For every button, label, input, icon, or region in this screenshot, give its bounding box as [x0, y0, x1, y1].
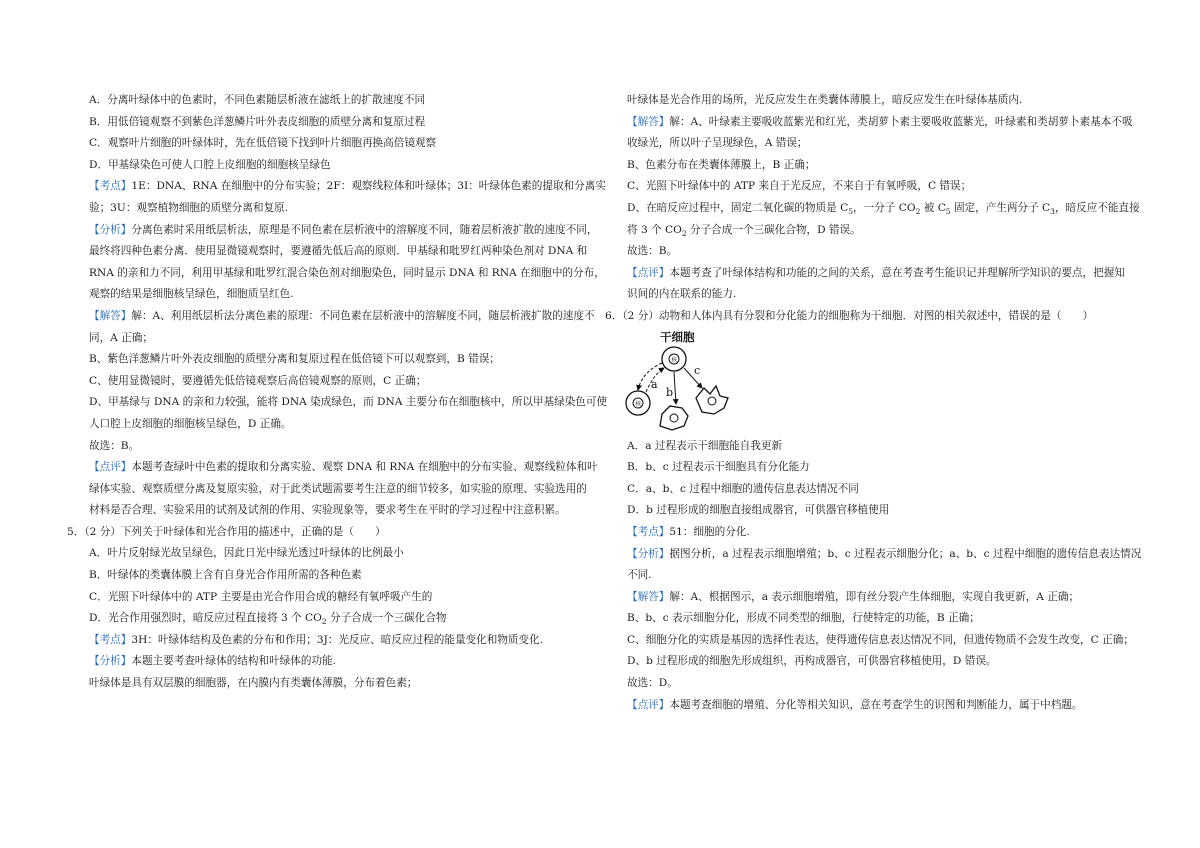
text-line [72, 392, 608, 414]
text-line [72, 155, 592, 177]
line-text: 验；3U：观察植物细胞的质壁分离和复原. [89, 201, 289, 214]
subscript: 5 [945, 207, 951, 217]
section-tag: 【考点】 [89, 180, 132, 193]
text-line [610, 500, 1130, 522]
section-tag: 【点评】 [89, 461, 132, 474]
text-line [610, 284, 1130, 306]
analysis-text: 51：细胞的分化. [669, 525, 750, 538]
analysis-line [72, 651, 592, 673]
section-tag: 【考点】 [627, 525, 670, 538]
analysis-text: 解：A、利用纸层析法分离色素的原理：不同色素在层析液中的溶解度不同，随层析液扩散的速度不 [131, 309, 595, 322]
label-c: c [694, 363, 701, 377]
line-text: D．甲基绿染色可使人口腔上皮细胞的细胞核呈绿色 [89, 158, 331, 171]
analysis-text: 分离色素时采用纸层析法，原理是不同色素在层析液中的溶解度不同，随着层析液扩散的速度不同， [131, 223, 598, 236]
line-text: 同，A 正确； [89, 331, 153, 344]
text-part: 分子合成一个三碳化合物，D 错误。 [686, 223, 861, 236]
label-a: a [651, 377, 658, 391]
line-text: 叶绿体是具有双层膜的细胞器，在内膜内有类囊体薄膜，分布着色素； [89, 677, 418, 690]
section-tag: 【解答】 [89, 309, 132, 322]
arrow-b [674, 372, 676, 404]
text-line [72, 414, 592, 436]
text-line [610, 479, 1130, 501]
text-line [610, 155, 1130, 177]
nucleus-label-2: 核 [635, 401, 642, 408]
analysis-text: 本题主要考查叶绿体的结构和叶绿体的功能. [131, 655, 337, 668]
section-tag: 【分析】 [89, 223, 132, 236]
text-part: 固定，产生两分子 C [950, 201, 1051, 214]
section-tag: 【解答】 [627, 115, 670, 128]
text-line [72, 673, 592, 695]
text-line [610, 565, 1130, 587]
line-text: D．b 过程形成的细胞直接组成器官，可供器官移植使用 [627, 504, 890, 517]
line-text: A．分离叶绿体中的色素时，不同色素随层析液在滤纸上的扩散速度不同 [89, 94, 426, 106]
analysis-line [72, 220, 598, 242]
text-line [72, 565, 592, 587]
text-part: 将 3 个 CO [627, 223, 682, 236]
subscript: 2 [681, 228, 687, 238]
text-line [72, 371, 592, 393]
line-text: B、b、c 表示细胞分化，形成不同类型的细胞，行使特定的功能，B 正确； [627, 612, 980, 625]
text-line [610, 457, 1130, 479]
text-line [72, 328, 592, 350]
line-text: A．a 过程表示干细胞能自我更新 [627, 439, 783, 452]
line-text: A．叶片反射绿光故呈绿色，因此日光中绿光透过叶绿体的比例最小 [89, 547, 404, 560]
section-tag: 【解答】 [627, 590, 670, 603]
text-line [72, 263, 605, 285]
analysis-line [72, 306, 595, 328]
nucleus-label: 核 [671, 357, 678, 364]
question-text: 6．（2 分）动物和人体内具有分裂和分化能力的细胞称为干细胞．对图的相关叙述中，错误的是（ ） [605, 309, 1094, 322]
text-part: D．光合作用强烈时，暗反应过程直接将 3 个 CO [89, 612, 322, 625]
text-line [610, 133, 1130, 155]
line-text: B．b、c 过程表示干细胞具有分化能力 [627, 461, 810, 474]
question-line [67, 522, 592, 544]
line-text: C、使用显微镜时，要遵循先低倍镜观察后高倍镜观察的原则，C 正确； [89, 374, 427, 387]
text-line [610, 608, 1130, 630]
text-line [72, 543, 592, 565]
text-line [72, 349, 592, 371]
text-part: 分子合成一个三碳化合物 [326, 612, 447, 625]
analysis-text: 据图分析，a 过程表示细胞增殖；b、c 过程表示细胞分化；a、b、c 过程中细胞的遗传信息表达情况 [669, 547, 1142, 560]
text-line [72, 198, 592, 220]
section-tag: 【分析】 [89, 655, 132, 668]
line-text: D、甲基绿与 DNA 的亲和力较强，能将 DNA 染成绿色，而 DNA 主要分布在细胞核中，所以甲基绿染色可使 [89, 396, 608, 409]
analysis-text: 本题考查绿叶中色素的提取和分离实验、观察 DNA 和 RNA 在细胞中的分布实验、观察线粒体和叶 [131, 461, 598, 474]
analysis-line [610, 587, 1130, 609]
question-text: 5．（2 分）下列关于叶绿体和光合作用的描述中，正确的是（ ） [67, 525, 386, 538]
analysis-text: 1E：DNA、RNA 在细胞中的分布实验；2F：观察线粒体和叶绿体；3I：叶绿体色素的提取和分离实 [131, 180, 606, 193]
text-part: 被 C [920, 201, 946, 214]
analysis-line [72, 630, 592, 652]
line-text: 绿体实验、观察质壁分离及复原实验，对于此类试题需要考生注意的细节较多，如实验的原理、实验选用的 [89, 482, 587, 495]
stem-cell-figure [610, 328, 1130, 436]
line-text: 收绿光，所以叶子呈现绿色，A 错误； [627, 137, 808, 150]
cell-b-nucleus [670, 414, 678, 422]
right-column [605, 90, 1142, 716]
line-text: 观察的结果是细胞核呈绿色，细胞质呈红色. [89, 288, 294, 301]
line-text: C、细胞分化的实质是基因的选择性表达，使得遗传信息表达情况不同，但遗传物质不会发生改变，C 正确； [627, 633, 1134, 646]
line-text: C．观察叶片细胞的叶绿体时，先在低倍镜下找到叶片细胞再换高倍镜观察 [89, 137, 437, 150]
line-text: B、色素分布在类囊体薄膜上，B 正确； [627, 158, 816, 171]
subscript: 3 [1050, 207, 1055, 217]
text-line [610, 198, 1140, 220]
section-tag: 【分析】 [627, 547, 670, 560]
section-tag: 【点评】 [627, 266, 670, 279]
line-text: C、光照下叶绿体中的 ATP 来自于光反应，不来自于有氧呼吸，C 错误； [627, 180, 972, 193]
analysis-line [610, 522, 1130, 544]
text-line [610, 90, 1130, 112]
analysis-line [610, 544, 1142, 566]
text-line [72, 500, 592, 522]
text-line [610, 673, 1130, 695]
right-column-top [605, 90, 1140, 328]
analysis-line [72, 457, 598, 479]
text-line [72, 133, 592, 155]
analysis-text: 解：A、叶绿素主要吸收蓝紫光和红光，类胡萝卜素主要吸收蓝紫光，叶绿素和类胡萝卜素基本不吸 [669, 115, 1133, 128]
text-line [610, 220, 1130, 242]
text-line [610, 241, 1130, 263]
line-text: B．叶绿体的类囊体膜上含有自身光合作用所需的各种色素 [89, 569, 362, 582]
question-line [605, 306, 1130, 328]
section-tag: 【考点】 [89, 633, 132, 646]
analysis-text: 本题考查了叶绿体结构和功能的之间的关系，意在考查考生能识记并理解所学知识的要点，把握知 [669, 266, 1125, 279]
text-line [610, 176, 1130, 198]
analysis-line [72, 176, 606, 198]
line-text: D、b 过程形成的细胞先形成组织，再构成器官，可供器官移植使用，D 错误。 [627, 655, 997, 668]
text-line [610, 651, 1130, 673]
line-text: 叶绿体是光合作用的场所，光反应发生在类囊体薄膜上，暗反应发生在叶绿体基质内. [627, 94, 1023, 106]
text-line [72, 284, 592, 306]
text-line [72, 479, 592, 501]
figure-title: 干细胞 [660, 329, 695, 344]
text-part: ，暗反应不能直接 [1054, 201, 1140, 214]
text-line [72, 241, 592, 263]
text-line [610, 630, 1134, 652]
line-text: 故选：D。 [627, 677, 678, 690]
line-text: 识间的内在联系的能力. [627, 288, 737, 301]
text-line [610, 436, 1130, 458]
text-part: ，一分子 CO [853, 201, 916, 214]
line-text: 最终将四种色素分离．使用显微镜观察时，要遵循先低后高的原则．甲基绿和吡罗红两种染色剂对 DNA 和 [89, 245, 588, 258]
analysis-line [610, 112, 1133, 134]
subscript: 5 [848, 207, 854, 217]
line-text: 故选：B。 [627, 245, 678, 258]
analysis-line [610, 263, 1130, 285]
subscript: 2 [915, 207, 921, 217]
right-column-bottom [610, 436, 1142, 717]
analysis-text: 3H：叶绿体结构及色素的分布和作用；3J：光反应、暗反应过程的能量变化和物质变化. [131, 633, 544, 646]
text-line [72, 112, 592, 134]
analysis-line [610, 695, 1130, 717]
stem-cell-diagram [624, 328, 754, 434]
analysis-text: 解：A、根据图示，a 表示细胞增殖，即有丝分裂产生体细胞，实现自我更新，A 正确； [669, 590, 1080, 603]
line-text: C．光照下叶绿体中的 ATP 主要是由光合作用合成的糖经有氧呼吸产生的 [89, 590, 433, 603]
line-text: 人口腔上皮细胞的细胞核呈绿色，D 正确。 [89, 417, 292, 430]
text-part: D、在暗反应过程中，固定二氧化碳的物质是 C [627, 201, 849, 214]
line-text: RNA 的亲和力不同，利用甲基绿和吡罗红混合染色剂对细胞染色，同时显示 DNA 和 RNA 在细胞中的分布， [89, 266, 605, 279]
text-line [72, 90, 592, 112]
line-text: 不同. [627, 569, 652, 582]
subscript: 2 [321, 617, 327, 627]
text-line [72, 587, 592, 609]
analysis-text: 本题考查细胞的增殖、分化等相关知识，意在考查学生的识图和判断能力，属于中档题。 [669, 698, 1083, 711]
line-text: 故选：B。 [89, 439, 140, 452]
left-column [67, 90, 608, 695]
arrow-a [638, 363, 662, 390]
text-line [72, 436, 592, 458]
text-line [72, 608, 592, 630]
cell-c-nucleus [708, 397, 716, 405]
differentiated-cell-b [660, 406, 688, 430]
label-b: b [666, 385, 674, 399]
section-tag: 【点评】 [627, 698, 670, 711]
line-text: B．用低倍镜观察不到紫色洋葱鳞片叶外表皮细胞的质壁分离和复原过程 [89, 115, 426, 128]
line-text: 材料是否合理、实验采用的试剂及试剂的作用、实验现象等，要求考生在平时的学习过程中注意积累。 [89, 504, 566, 517]
line-text: C．a、b、c 过程中细胞的遗传信息表达情况不同 [627, 482, 859, 495]
line-text: B、紫色洋葱鳞片叶外表皮细胞的质壁分离和复原过程在低倍镜下可以观察到，B 错误； [89, 353, 500, 366]
differentiated-cell-c [696, 386, 728, 414]
